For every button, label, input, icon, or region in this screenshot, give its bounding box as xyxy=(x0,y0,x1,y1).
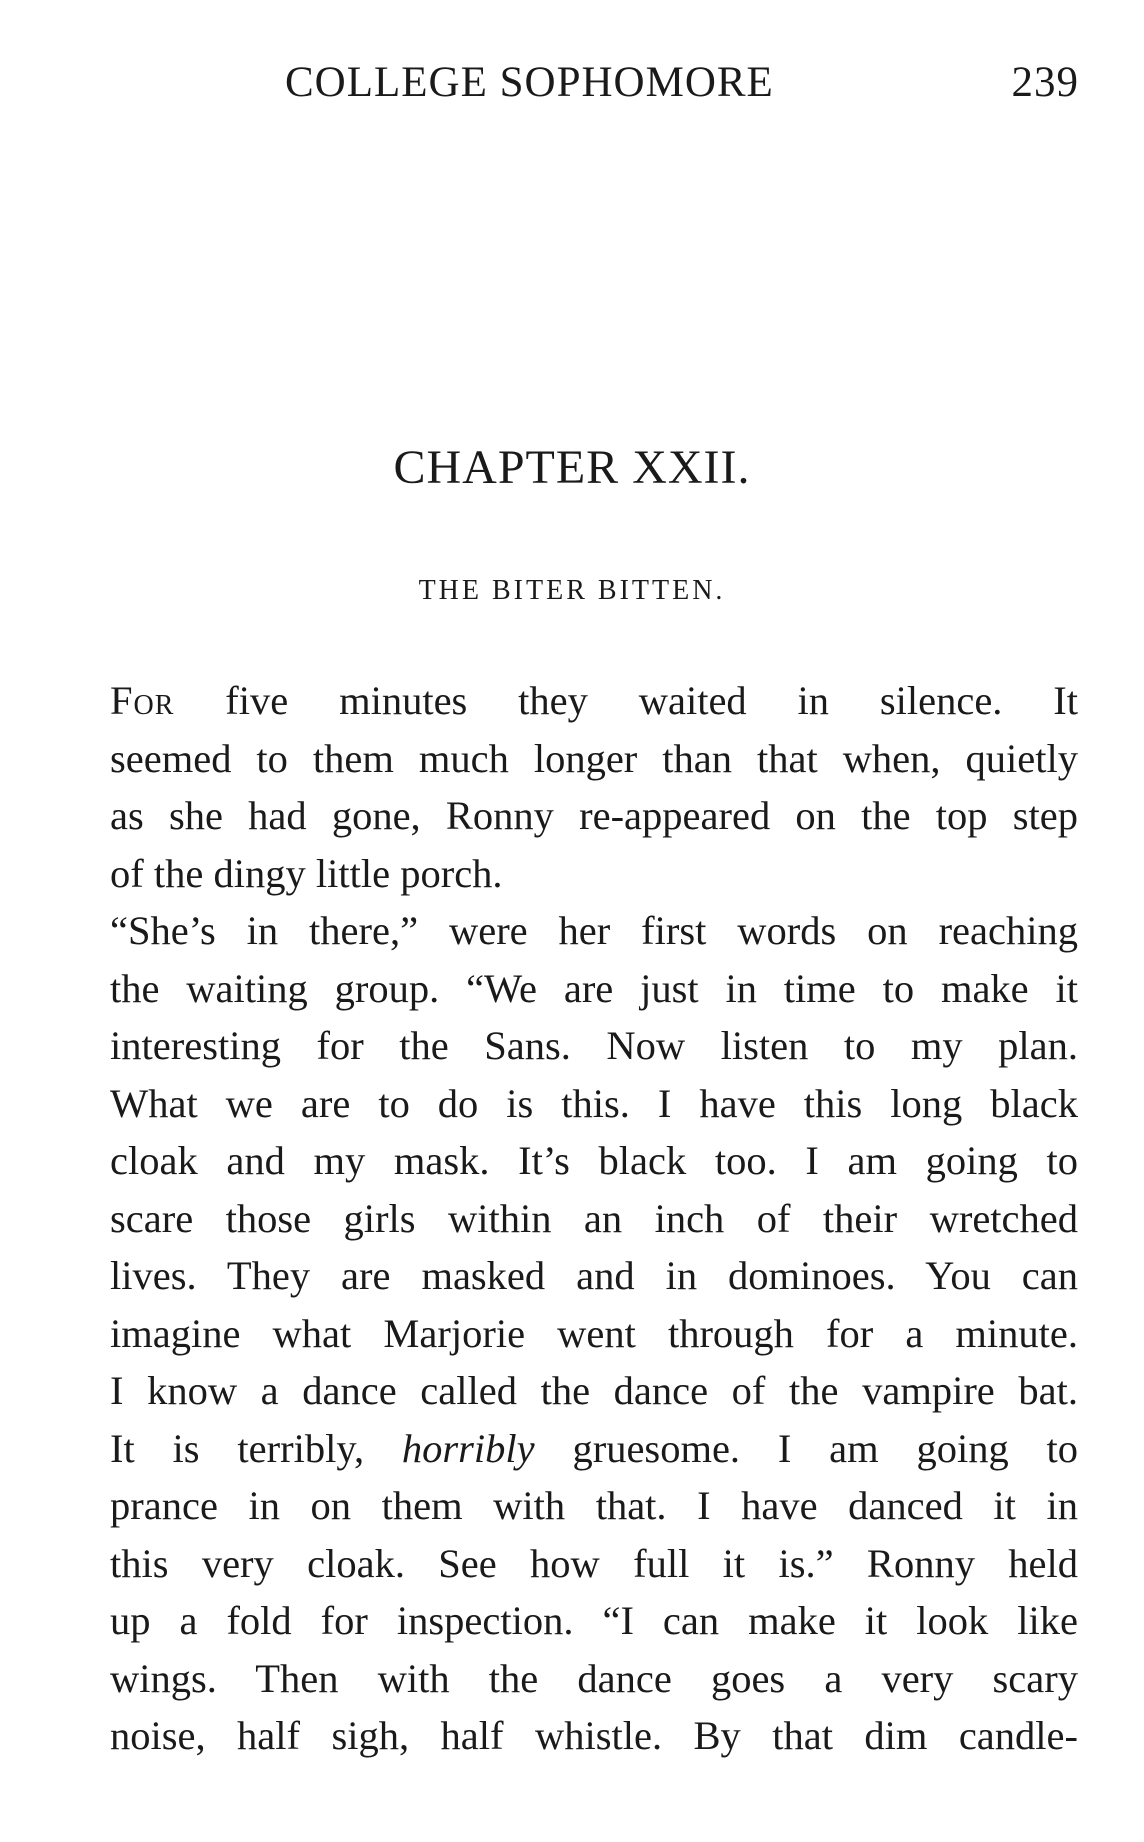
text-line: seemed to them much longer than that when, quietly xyxy=(110,735,1078,781)
line-text: five minutes they waited in silence. It xyxy=(174,678,1078,723)
paragraph xyxy=(60,672,1078,902)
text-line: of the dingy little porch. xyxy=(110,850,503,896)
body-text xyxy=(60,672,1078,1765)
text-line: up a fold for inspection. “I can make it look like xyxy=(110,1598,1078,1643)
text-line: I know a dance called the dance of the vampire bat. xyxy=(110,1368,1078,1413)
text-line: this very cloak. See how full it is.” Ronny held xyxy=(110,1540,1078,1586)
running-title: COLLEGE SOPHOMORE xyxy=(285,59,774,106)
text-line: prance in on them with that. I have danced it in xyxy=(110,1483,1078,1528)
paragraph xyxy=(60,902,1078,1765)
text-line xyxy=(60,672,1078,730)
text-line: cloak and my mask. It’s black too. I am going to xyxy=(110,1138,1078,1183)
line-text: It is terribly, xyxy=(110,1425,402,1471)
text-line: the waiting group. “We are just in time to make it xyxy=(110,965,1078,1011)
page-number: 239 xyxy=(1011,59,1079,106)
text-line: as she had gone, Ronny re-appeared on the top step xyxy=(110,793,1078,838)
text-line xyxy=(60,1420,1078,1478)
running-header xyxy=(0,58,1144,118)
opening-word: For xyxy=(110,678,175,723)
chapter-title: CHAPTER XXII. xyxy=(393,441,751,494)
chapter-subtitle: THE BITER BITTEN. xyxy=(418,575,726,606)
line-text: gruesome. I am going to xyxy=(534,1425,1079,1471)
text-line: imagine what Marjorie went through for a minute. xyxy=(110,1310,1078,1356)
text-line: scare those girls within an inch of their wretched xyxy=(110,1195,1078,1241)
text-line: wings. Then with the dance goes a very scary xyxy=(110,1655,1078,1701)
text-line: What we are to do is this. I have this long black xyxy=(110,1080,1078,1126)
text-line: “She’s in there,” were her first words on reaching xyxy=(110,908,1078,953)
text-line: lives. They are masked and in dominoes. You can xyxy=(110,1253,1078,1298)
emphasis-text: horribly xyxy=(401,1425,535,1471)
text-line: noise, half sigh, half whistle. By that dim candle- xyxy=(110,1713,1078,1758)
text-line: interesting for the Sans. Now listen to my plan. xyxy=(110,1023,1078,1068)
